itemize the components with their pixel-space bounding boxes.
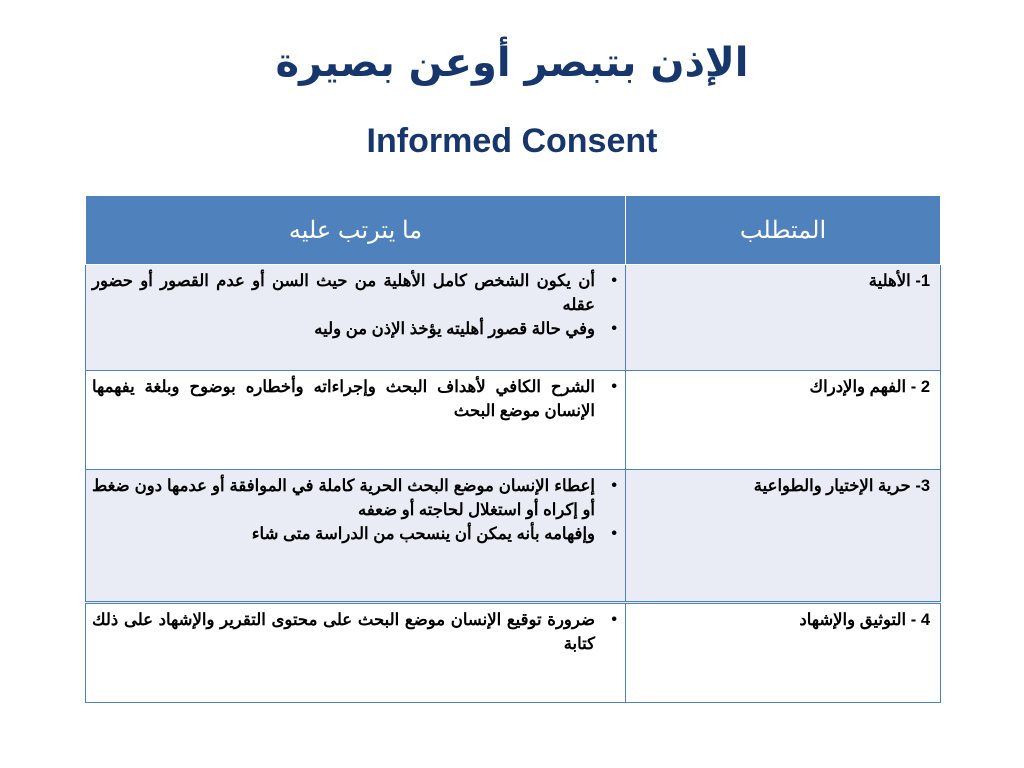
- list-item: • وإفهامه بأنه يمكن أن ينسحب من الدراسة متى شاء: [92, 522, 595, 546]
- table-row: [86, 371, 941, 470]
- page-title-arabic: الإذن بتبصر أوعن بصيرة: [275, 40, 749, 86]
- table-row: [86, 265, 941, 371]
- consequence-list: [92, 269, 619, 341]
- consequence-cell: [86, 265, 626, 371]
- list-item: • وفي حالة قصور أهليته يؤخذ الإذن من وليه: [92, 317, 595, 341]
- header-consequence: ما يترتب عليه: [86, 196, 626, 265]
- table-row: [86, 470, 941, 603]
- list-item: • ضرورة توقيع الإنسان موضع البحث على محتوى التقرير والإشهاد على ذلك كتابة: [92, 608, 595, 656]
- list-item: • الشرح الكافي لأهداف البحث وإجراءاته وأخطاره بوضوح وبلغة يفهمها الإنسان موضع البحث: [92, 375, 595, 423]
- consequence-cell: [86, 371, 626, 470]
- table-row: [86, 603, 941, 703]
- requirement-cell: 2 - الفهم والإدراك: [626, 371, 941, 470]
- consequence-cell: [86, 603, 626, 703]
- requirement-cell: 1- الأهلية: [626, 265, 941, 371]
- consequence-list: [92, 608, 619, 656]
- header-requirement: المتطلب: [626, 196, 941, 265]
- consequence-cell: [86, 470, 626, 603]
- consequence-list: [92, 375, 619, 423]
- page-title-english: Informed Consent: [366, 122, 658, 160]
- list-item: • أن يكون الشخص كامل الأهلية من حيث السن أو عدم القصور أو حضور عقله: [92, 269, 595, 317]
- requirement-cell: 4 - التوثيق والإشهاد: [626, 603, 941, 703]
- requirements-table: [85, 195, 941, 703]
- consequence-list: [92, 474, 619, 546]
- list-item: • إعطاء الإنسان موضع البحث الحرية كاملة في الموافقة أو عدمها دون ضغط أو إكراه أو استغلال لحاجته أو ضعفه: [92, 474, 595, 522]
- requirement-cell: 3- حرية الإختيار والطواعية: [626, 470, 941, 603]
- table-header-row: [86, 196, 941, 265]
